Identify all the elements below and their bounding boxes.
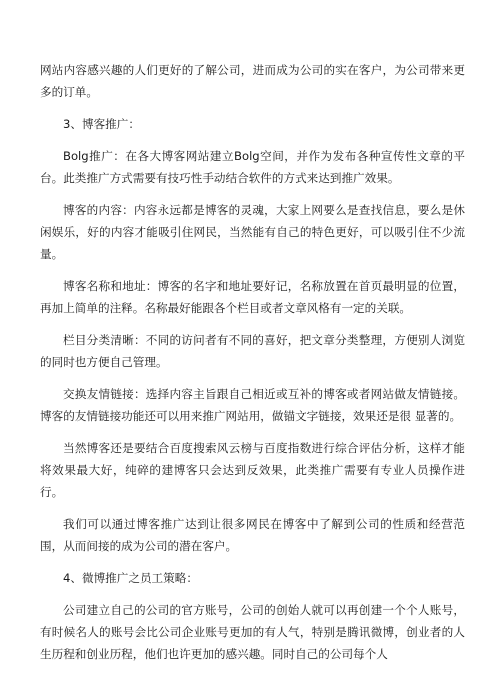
section-heading-blog-promotion: 3、博客推广： [63,117,140,131]
section-heading-weibo-strategy: 4、微博推广之员工策略： [63,571,198,585]
paragraph-search-analysis: 当然博客还是要结合百度搜索风云榜与百度指数进行综合评估分析，这样才能将效果最大好，纯碎的建博客只会达到反效果，此类推广需要有专业人员操作进行。 [40,441,465,499]
paragraph-intro-continuation: 网站内容感兴趣的人们更好的了解公司，进而成为公司的实在客户，为公司带来更多的订单。 [40,63,465,99]
paragraph-blog-name-address: 博客名称和地址：博客的名字和地址要好记，名称放置在首页最明显的位置，再加上简单的注释。名称最好能跟各个栏目或者文章风格有一定的关联。 [40,279,465,315]
paragraph-column-classification: 栏目分类清晰：不同的访问者有不同的喜好，把文章分类整理，方便别人浏览的同时也方便自己管理。 [40,333,465,369]
paragraph-potential-customers: 我们可以通过博客推广达到让很多网民在博客中了解到公司的性质和经营范围，从而间接的成为公司的潜在客户。 [40,517,465,553]
paragraph-official-account: 公司建立自己的公司的官方账号，公司的创始人就可以再创建一个个人账号，有时候名人的账号会比公司企业账号更加的有人气，特别是腾讯微博，创业者的人生历程和创业历程，他们也许更加的感兴趣。同时自己的公司每个人 [40,603,465,661]
paragraph-exchange-links: 交换友情链接：选择内容主旨跟自己相近或互补的博客或者网站做友情链接。博客的友情链接功能还可以用来推广网站用，做锚文字链接，效果还是很 显著的。 [40,387,465,423]
document-page [40,59,465,675]
paragraph-blog-promotion: Bolg推广：在各大博客网站建立Bolg空间，并作为发布各种宣传性文章的平台。此类推广方式需要有技巧性手动结合软件的方式来达到推广效果。 [40,149,465,185]
paragraph-blog-content: 博客的内容：内容永远都是博客的灵魂，大家上网要么是查找信息，要么是休闲娱乐，好的内容才能吸引住网民，当然能有自己的特色更好，可以吸引住不少流量。 [40,203,465,261]
